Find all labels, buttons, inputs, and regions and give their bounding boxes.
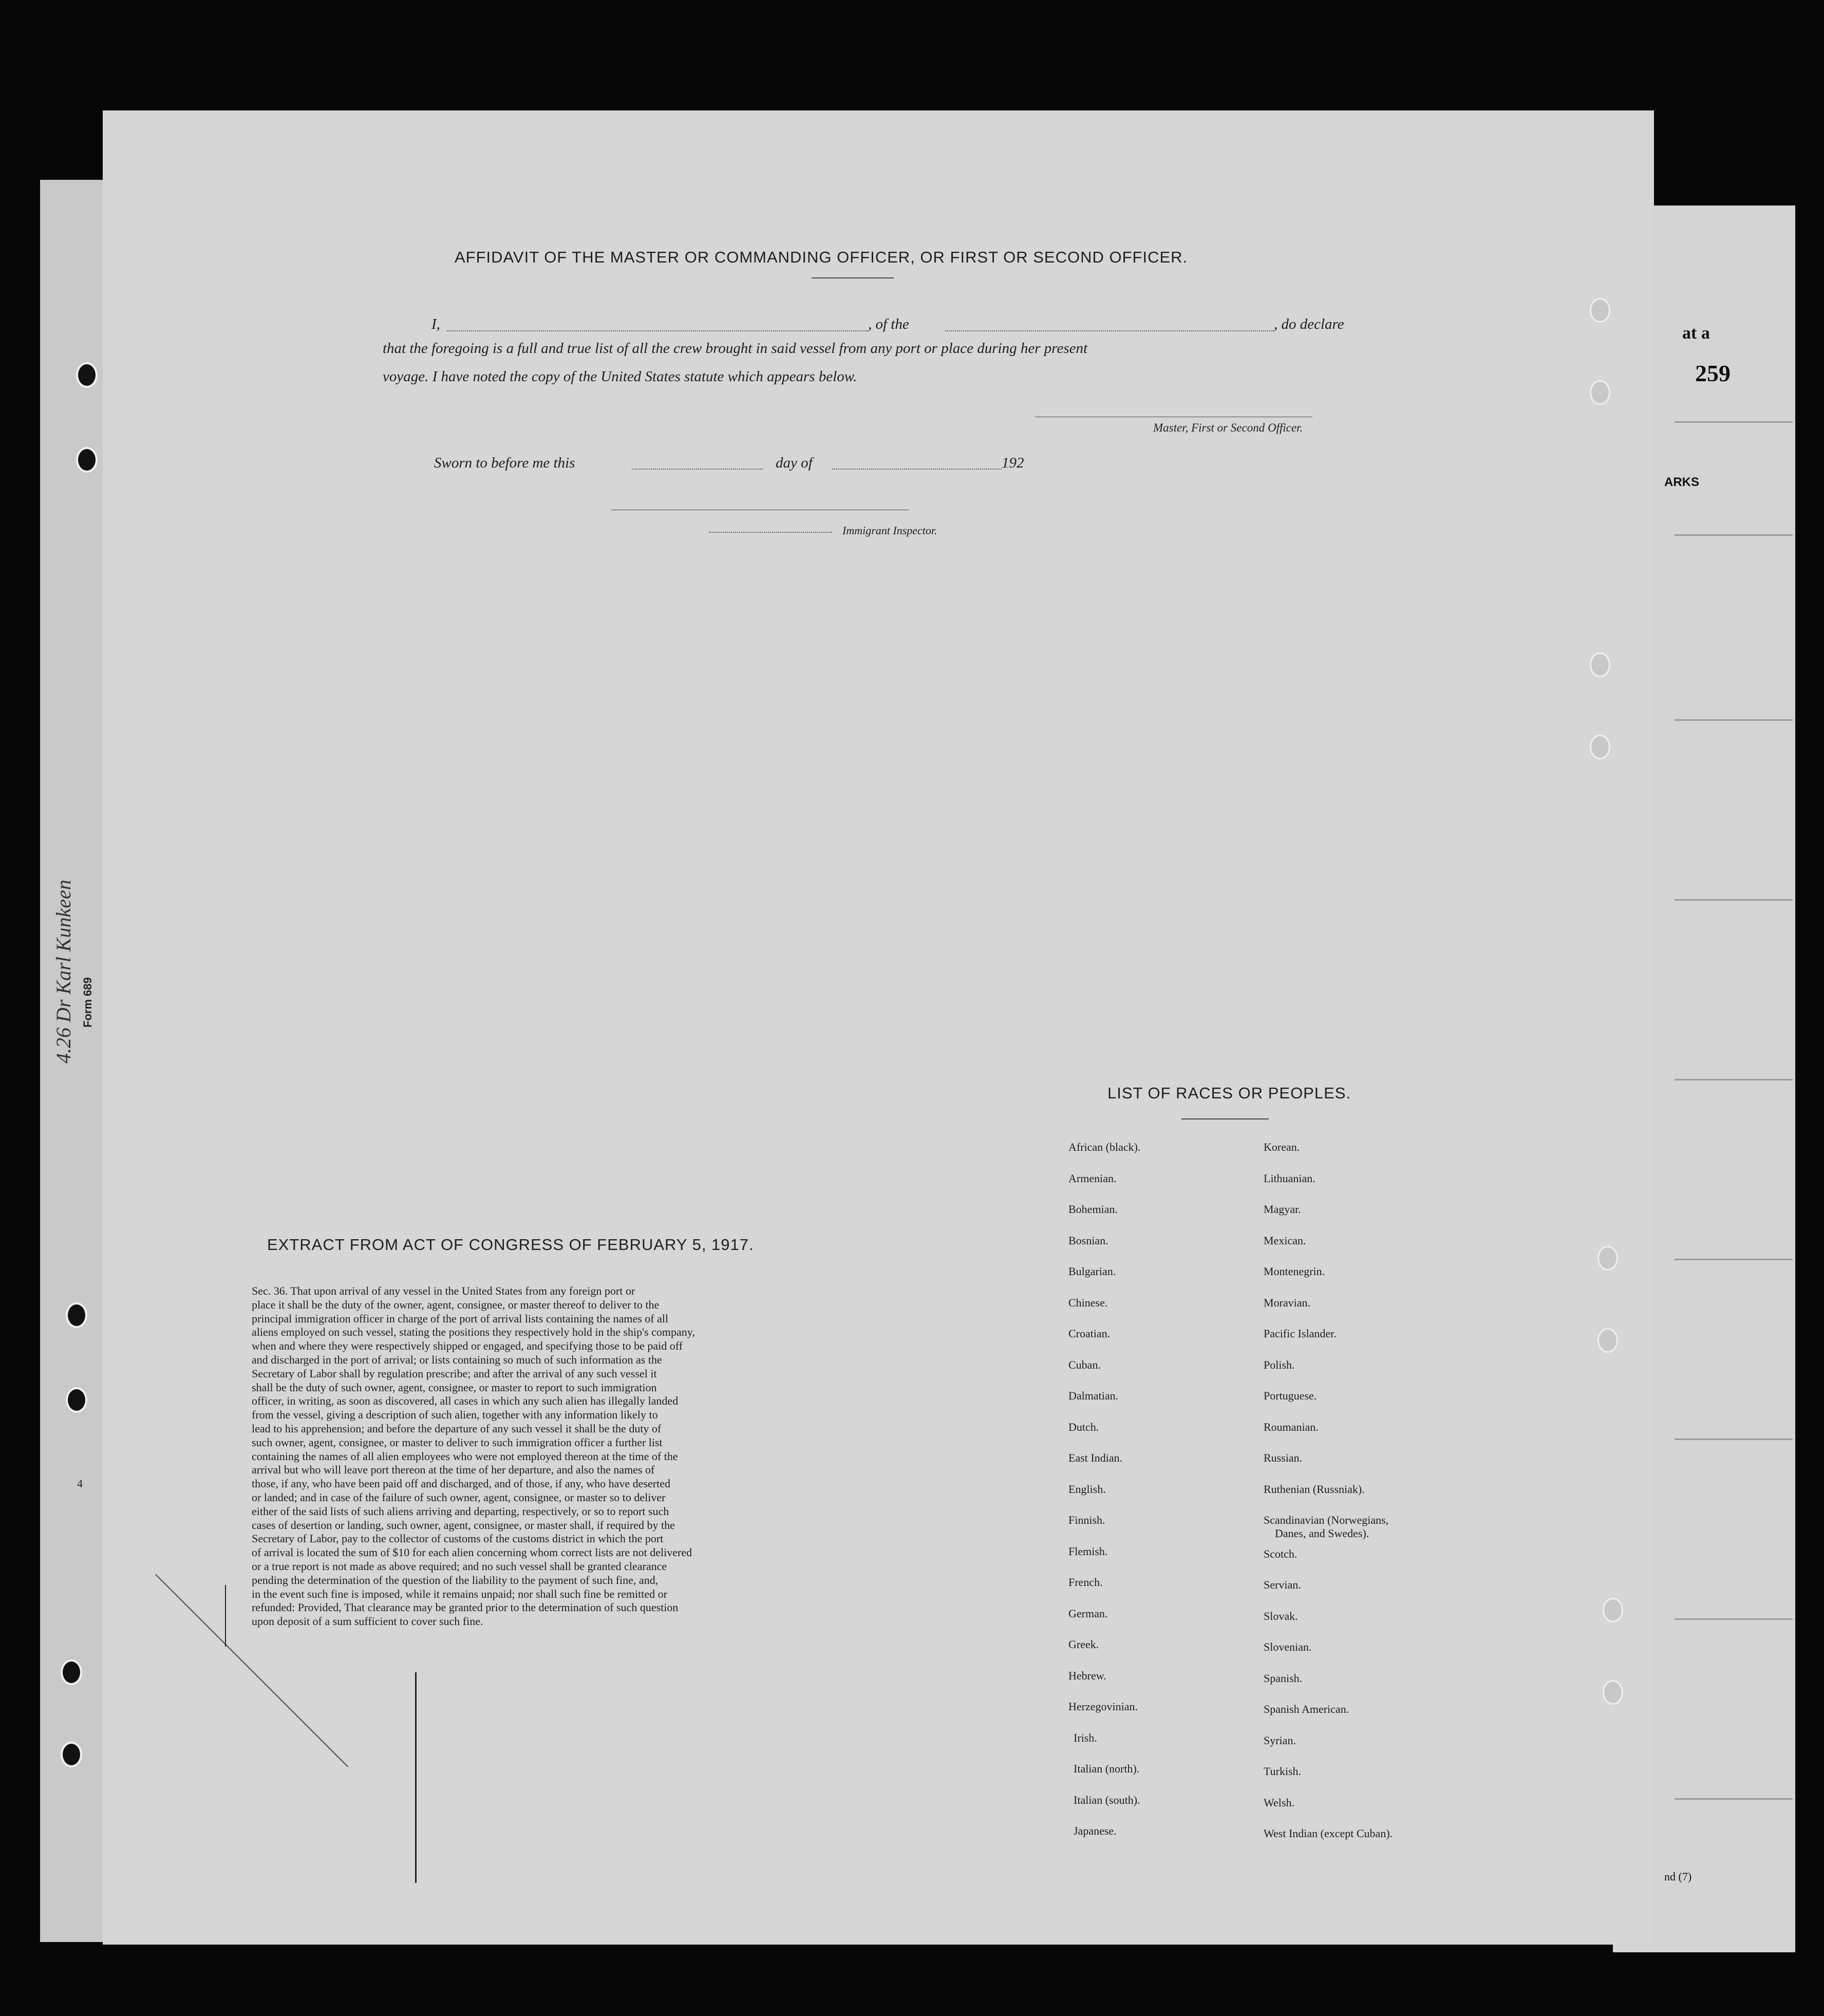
race-item: Bulgarian. — [1068, 1265, 1116, 1278]
binder-hole — [76, 447, 98, 473]
race-item: Bohemian. — [1068, 1203, 1118, 1216]
day-of-label: day of — [776, 455, 813, 471]
day-blank — [632, 469, 763, 470]
race-item: Ruthenian (Russniak). — [1264, 1482, 1365, 1496]
race-item: Croatian. — [1068, 1327, 1111, 1340]
year-label: 192 — [1002, 455, 1024, 471]
race-item: Greek. — [1068, 1638, 1099, 1651]
binder-hole — [61, 1742, 82, 1767]
right-sheet-rule — [1675, 534, 1793, 536]
binder-hole — [66, 1387, 87, 1413]
extract-line: and discharged in the port of arrival; or lists containing so much of such information as the — [252, 1353, 662, 1366]
race-item: Chinese. — [1068, 1296, 1108, 1309]
master-label: Master, First or Second Officer. — [1153, 421, 1303, 434]
extract-line: from the vessel, giving a description of such alien, together with any information likely to — [252, 1408, 658, 1422]
race-item: African (black). — [1068, 1141, 1141, 1153]
race-item: Lithuanian. — [1264, 1171, 1315, 1185]
race-item: Polish. — [1264, 1358, 1295, 1371]
extract-line: either of the said lists of such aliens arriving and departing, respectively, or so to report such — [252, 1504, 669, 1518]
right-sheet-rule — [1675, 1079, 1793, 1080]
race-item: German. — [1068, 1607, 1108, 1620]
race-item: Hebrew. — [1068, 1669, 1106, 1682]
pencil-mark-vertical — [415, 1672, 417, 1883]
extract-line: cases of desertion or landing, such owner, agent, consignee, or master shall, if required by the — [252, 1518, 675, 1532]
race-item: Montenegrin. — [1264, 1265, 1325, 1278]
right-sheet-rule — [1675, 1439, 1793, 1440]
form-number: Form 689 — [81, 977, 94, 1028]
race-item: Turkish. — [1264, 1765, 1302, 1778]
extract-line: lead to his apprehension; and before the departure of any such vessel it shall be the duty of — [252, 1422, 662, 1435]
race-item: Finnish. — [1068, 1514, 1105, 1526]
extract-line: those, if any, who have been paid off and discharged, and of those, if any, who have deserted — [252, 1477, 670, 1490]
race-item: Syrian. — [1264, 1733, 1296, 1747]
binder-hole — [66, 1302, 87, 1328]
name-blank — [447, 330, 868, 331]
race-item: Roumanian. — [1264, 1420, 1319, 1433]
race-item: Portuguese. — [1264, 1389, 1317, 1402]
race-item: Italian (north). — [1074, 1762, 1140, 1775]
inspector-blank — [709, 532, 832, 533]
extract-line: containing the names of all alien employees who were not employed thereon at the time of the — [252, 1449, 678, 1463]
races-divider — [1181, 1118, 1269, 1119]
race-item: Russian. — [1264, 1451, 1303, 1464]
binder-hole — [61, 1659, 82, 1685]
race-item: Pacific Islander. — [1264, 1327, 1337, 1340]
right-sheet-rule — [1675, 899, 1793, 901]
affidavit-do-declare: , do declare — [1274, 316, 1344, 332]
race-item: Welsh. — [1264, 1796, 1294, 1809]
race-item: Scandinavian (Norwegians, Danes, and Swedes). — [1264, 1514, 1389, 1540]
extract-line: aliens employed on such vessel, stating the positions they respectively hold in the ship's company, — [252, 1326, 695, 1339]
affidavit-of-the: , of the — [868, 316, 909, 332]
race-item: Moravian. — [1264, 1296, 1311, 1309]
affidavit-i-label: I, — [431, 316, 440, 332]
main-form-page — [103, 110, 1654, 1945]
extract-text — [252, 1284, 955, 1629]
race-item: East Indian. — [1068, 1451, 1123, 1464]
extract-line: in the event such fine is imposed, while it remains unpaid; nor shall such fine be remitted or — [252, 1587, 667, 1600]
punch-hole — [1590, 298, 1610, 323]
punch-hole — [1597, 1328, 1618, 1353]
race-item: Mexican. — [1264, 1234, 1306, 1247]
extract-line: of arrival is located the sum of $10 for each alien concerning whom correct lists are not delivered — [252, 1546, 692, 1559]
race-item: Korean. — [1264, 1141, 1300, 1153]
race-item: Slovak. — [1264, 1609, 1298, 1622]
affidavit-body-line-1: that the foregoing is a full and true list of all the crew brought in said vessel from any port or place during her present — [383, 340, 1088, 357]
right-edge-number: 259 — [1695, 360, 1731, 386]
race-item: Flemish. — [1068, 1544, 1108, 1558]
race-item: Spanish. — [1264, 1671, 1303, 1685]
extract-line: shall be the duty of such owner, agent, consignee, or master to report to such immigration — [252, 1380, 657, 1394]
extract-line: upon deposit of a sum sufficient to cover such fine. — [252, 1615, 483, 1628]
extract-line: pending the determination of the question of the liability to the payment of such fine, and, — [252, 1573, 659, 1586]
punch-hole — [1603, 1598, 1623, 1622]
extract-line: or a true report is not made as above required; and no such vessel shall be granted clearance — [252, 1559, 667, 1573]
race-item: Irish. — [1074, 1731, 1097, 1744]
margin-page-number: 4 — [77, 1477, 83, 1490]
race-item: Dutch. — [1068, 1420, 1099, 1433]
race-item: Cuban. — [1068, 1358, 1101, 1371]
race-item: Scotch. — [1264, 1547, 1298, 1560]
punch-hole — [1603, 1680, 1623, 1705]
extract-line: or landed; and in case of the failure of such owner, agent, consignee, or master so to deliver — [252, 1490, 666, 1504]
binder-hole — [76, 362, 98, 388]
extract-line: Sec. 36. That upon arrival of any vessel in the United States from any foreign port or — [252, 1284, 635, 1297]
handwritten-note: 4.26 Dr Karl Kunkeen — [52, 880, 75, 1063]
pencil-mark-small — [225, 1585, 226, 1647]
title-divider — [812, 277, 894, 278]
vessel-blank — [945, 330, 1274, 331]
sworn-label: Sworn to before me this — [434, 455, 575, 471]
race-item: English. — [1068, 1482, 1106, 1496]
race-item: French. — [1068, 1576, 1103, 1589]
affidavit-body-line-2: voyage. I have noted the copy of the United States statute which appears below. — [383, 368, 857, 385]
extract-line: arrival but who will leave port thereon at the time of her departure, and also the names of — [252, 1463, 655, 1477]
right-edge-remarks: ARKS — [1664, 475, 1700, 489]
right-sheet-rule — [1675, 1798, 1793, 1800]
month-blank — [832, 469, 1002, 470]
right-sheet-rule — [1675, 421, 1793, 423]
extract-line: Secretary of Labor, pay to the collector of customs of the customs district in which the port — [252, 1532, 664, 1545]
race-item: Slovenian. — [1264, 1640, 1312, 1653]
punch-hole — [1597, 1246, 1618, 1271]
race-item: Dalmatian. — [1068, 1389, 1119, 1402]
inspector-label: Immigrant Inspector. — [842, 524, 937, 537]
race-item: Servian. — [1264, 1578, 1301, 1591]
race-item: Japanese. — [1074, 1824, 1117, 1837]
extract-line: place it shall be the duty of the owner, agent, consignee, or master thereof to deliver to the — [252, 1298, 660, 1311]
right-edge-footer: nd (7) — [1664, 1870, 1692, 1883]
race-item: Italian (south). — [1074, 1793, 1140, 1806]
right-sheet-rule — [1675, 1618, 1793, 1620]
race-item: Armenian. — [1068, 1171, 1117, 1185]
right-sheet-rule — [1675, 1259, 1793, 1260]
extract-line: principal immigration officer in charge of the port of arrival lists containing the names of all — [252, 1312, 669, 1325]
punch-hole — [1590, 735, 1610, 759]
affidavit-title: AFFIDAVIT OF THE MASTER OR COMMANDING OFFICER, OR FIRST OR SECOND OFFICER. — [455, 248, 1188, 266]
extract-line: refunded: Provided, That clearance may be granted prior to the determination of such question — [252, 1601, 679, 1614]
race-item: Spanish American. — [1264, 1703, 1349, 1715]
race-item: Magyar. — [1264, 1203, 1301, 1216]
race-item: West Indian (except Cuban). — [1264, 1827, 1393, 1840]
extract-line: officer, in writing, as soon as discovered, all cases in which any such alien has illegally landed — [252, 1394, 679, 1408]
extract-line: Secretary of Labor shall by regulation prescribe; and after the arrival of any such vessel it — [252, 1367, 657, 1380]
race-item: Herzegovinian. — [1068, 1700, 1138, 1713]
right-edge-at-a: at a — [1682, 324, 1710, 343]
extract-line: when and where they were respectively shipped or engaged, and specifying those to be paid off — [252, 1339, 683, 1353]
races-title: LIST OF RACES OR PEOPLES. — [1107, 1084, 1351, 1102]
punch-hole — [1590, 380, 1610, 405]
punch-hole — [1590, 652, 1610, 677]
race-item: Bosnian. — [1068, 1234, 1108, 1247]
extract-line: such owner, agent, consignee, or master to deliver to such immigration officer a further list — [252, 1435, 663, 1449]
extract-title: EXTRACT FROM ACT OF CONGRESS OF FEBRUARY 5, 1917. — [267, 1236, 754, 1254]
right-sheet-rule — [1675, 719, 1793, 721]
